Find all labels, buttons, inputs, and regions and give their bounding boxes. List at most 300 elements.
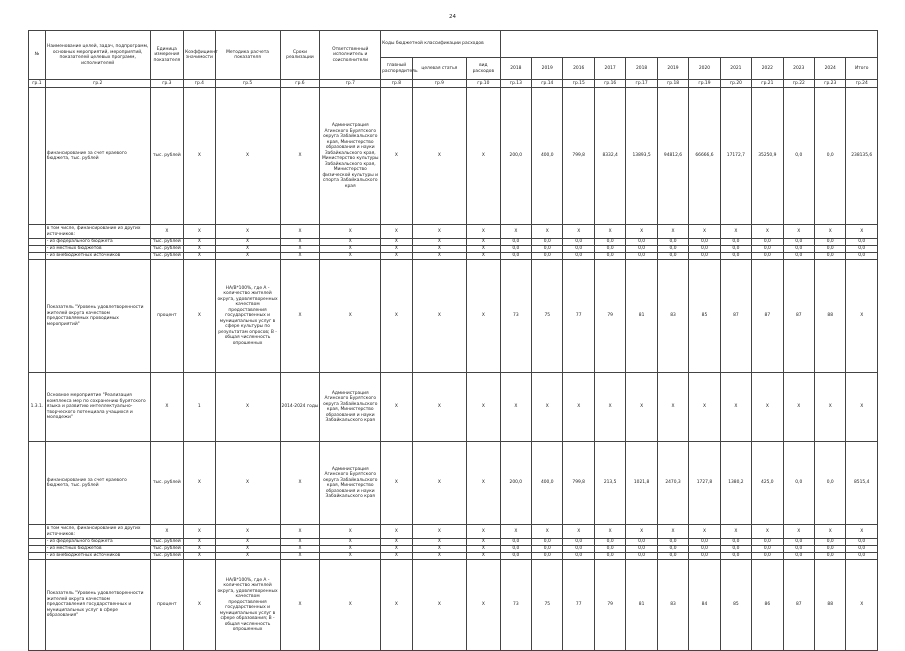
table-cell: Х	[412, 442, 467, 525]
table-cell: Х	[467, 525, 501, 539]
header-year: 2016	[563, 58, 594, 80]
table-cell	[29, 553, 46, 560]
table-cell: 0,0	[752, 546, 783, 553]
table-cell: 425,0	[752, 442, 783, 525]
table-cell: 77	[563, 260, 594, 373]
table-cell: 0,0	[689, 553, 720, 560]
table-cell: Х	[689, 373, 720, 442]
table-cell: Х	[412, 260, 467, 373]
table-row	[29, 246, 878, 253]
table-cell: Х	[626, 373, 657, 442]
table-cell: Х	[467, 539, 501, 546]
table-cell: Х	[846, 225, 878, 239]
table-cell: 0,0	[657, 246, 688, 253]
table-cell: Х	[412, 553, 467, 560]
table-cell: 0,0	[626, 546, 657, 553]
table-cell: 75	[532, 560, 563, 651]
table-cell: 0,0	[720, 253, 751, 260]
table-cell: Х	[500, 225, 531, 239]
table-cell: Х	[280, 225, 320, 239]
table-cell: 0,0	[500, 253, 531, 260]
header-resp: Ответственный исполнитель и соисполнители	[320, 31, 381, 80]
table-cell: 400,0	[532, 442, 563, 525]
table-cell: 0,0	[752, 239, 783, 246]
table-cell: Х	[412, 525, 467, 539]
table-cell: Х	[689, 225, 720, 239]
table-cell: 8515,4	[846, 442, 878, 525]
table-cell: Х	[215, 253, 280, 260]
table-cell: 83	[657, 560, 688, 651]
column-number-cell: гр.14	[532, 80, 563, 88]
table-cell: Х	[412, 539, 467, 546]
table-cell: Х	[381, 253, 412, 260]
table-cell: Х	[720, 525, 751, 539]
header-num: №	[29, 31, 46, 80]
table-cell: Основное мероприятие "Реализация комплекса мер по сохранению бурятского языка и развитию интеллектуально-творческого потенциала учащихся и молодежи"	[45, 373, 150, 442]
table-cell: Х	[320, 225, 381, 239]
table-cell: Х	[594, 373, 625, 442]
table-cell: Х	[184, 525, 215, 539]
header-year: 2018	[626, 58, 657, 80]
header-unit: Единица измерения показателя	[150, 31, 184, 80]
table-cell: 0,0	[783, 546, 814, 553]
table-cell: 0,0	[532, 253, 563, 260]
table-cell: 0,0	[626, 246, 657, 253]
header-term: Сроки реализации	[280, 31, 320, 80]
table-cell: Х	[320, 260, 381, 373]
table-cell: 1.3.1.	[29, 373, 46, 442]
table-cell: Х	[626, 225, 657, 239]
table-cell: Х	[752, 525, 783, 539]
table-cell: 0,0	[657, 546, 688, 553]
table-cell: в том числе, финансирование из других источников:	[45, 225, 150, 239]
table-cell: 0,0	[752, 246, 783, 253]
table-cell: 1380,2	[720, 442, 751, 525]
table-cell: Администрация Агинского Бурятского округа Забайкальского края, Министерство образования и науки Забайкальского края, Министерство культуры Забайкальского края, Министерство физической культуры и спорта Забайкальского края	[320, 88, 381, 225]
header-coef: Коэффициент значимости	[184, 31, 215, 80]
table-cell: Х	[412, 373, 467, 442]
table-cell: Х	[720, 373, 751, 442]
table-cell: Х	[563, 525, 594, 539]
table-cell: 0,0	[783, 253, 814, 260]
table-cell: 79	[594, 560, 625, 651]
table-cell: 0,0	[657, 539, 688, 546]
table-cell: 0,0	[563, 539, 594, 546]
table-cell: 0,0	[846, 253, 878, 260]
table-cell: Х	[532, 525, 563, 539]
table-cell: Х	[184, 539, 215, 546]
table-cell: Х	[280, 260, 320, 373]
table-cell: Х	[150, 373, 184, 442]
table-cell: 0,0	[846, 539, 878, 546]
table-cell: Х	[381, 260, 412, 373]
table-cell: 1	[184, 373, 215, 442]
table-cell: Х	[280, 539, 320, 546]
table-cell: 0,0	[846, 246, 878, 253]
table-cell: 73	[500, 260, 531, 373]
column-number-cell: гр.10	[467, 80, 501, 88]
table-cell: Показатель "Уровень удовлетворенности жителей округа качеством предоставляемых проводимых мероприятий"	[45, 260, 150, 373]
table-cell: 0,0	[657, 239, 688, 246]
table-cell: 213,5	[594, 442, 625, 525]
column-number-cell: гр.8	[381, 80, 412, 88]
table-cell: 0,0	[783, 442, 814, 525]
table-cell: 35250,9	[752, 88, 783, 225]
table-cell: Х	[184, 246, 215, 253]
table-cell	[29, 442, 46, 525]
header-method: Методика расчета показателя	[215, 31, 280, 80]
table-cell: Х	[783, 225, 814, 239]
table-cell: Х	[381, 539, 412, 546]
table-cell: 0,0	[846, 553, 878, 560]
table-cell: 0,0	[594, 539, 625, 546]
table-cell: Х	[215, 246, 280, 253]
header-year: 2019	[657, 58, 688, 80]
table-cell: финансирование за счет краевого бюджета, тыс. рублей	[45, 88, 150, 225]
table-cell: 200,0	[500, 442, 531, 525]
table-cell: Х	[184, 253, 215, 260]
table-cell: 0,0	[500, 546, 531, 553]
table-cell: Х	[280, 442, 320, 525]
table-cell: Х	[467, 225, 501, 239]
table-cell: Х	[381, 225, 412, 239]
table-cell: 0,0	[846, 546, 878, 553]
table-cell: Х	[467, 253, 501, 260]
table-cell: Х	[280, 560, 320, 651]
table-cell: Х	[657, 525, 688, 539]
table-cell: Х	[381, 442, 412, 525]
table-cell: Х	[215, 525, 280, 539]
column-number-cell: гр.15	[563, 80, 594, 88]
column-number-cell: гр.6	[280, 80, 320, 88]
table-cell: тыс. рублей	[150, 553, 184, 560]
table-cell: 200,0	[500, 88, 531, 225]
table-cell: НА/В*100%, где А - количество жителей округа, удовлетворенных качеством предоставления государственных и муниципальных услуг в сфере культуры по результатам опросов; В - общая численность опрошенных	[215, 260, 280, 373]
table-cell: - из местных бюджетов	[45, 246, 150, 253]
table-cell: Х	[280, 239, 320, 246]
table-cell: 0,0	[814, 246, 845, 253]
column-number-cell: гр.19	[689, 80, 720, 88]
table-cell: 0,0	[814, 88, 845, 225]
table-cell: Х	[846, 560, 878, 651]
column-number-cell: гр.24	[846, 80, 878, 88]
table-cell: 13893,5	[626, 88, 657, 225]
table-cell: тыс. рублей	[150, 539, 184, 546]
table-cell: Х	[215, 225, 280, 239]
table-cell: 85	[689, 260, 720, 373]
page-number: 24	[449, 14, 456, 20]
table-cell	[29, 525, 46, 539]
column-number-cell: гр.9	[412, 80, 467, 88]
table-cell: 0,0	[720, 553, 751, 560]
table-cell: в том числе, финансирование из других источников:	[45, 525, 150, 539]
table-cell: Х	[215, 88, 280, 225]
table-cell: 2470,3	[657, 442, 688, 525]
table-cell: 85	[720, 560, 751, 651]
table-cell: Х	[381, 239, 412, 246]
table-cell: Х	[720, 225, 751, 239]
table-cell: 0,0	[500, 246, 531, 253]
table-cell: 0,0	[563, 253, 594, 260]
table-cell: 0,0	[752, 553, 783, 560]
table-cell: Х	[381, 525, 412, 539]
table-cell: 75	[532, 260, 563, 373]
table-cell: Х	[280, 88, 320, 225]
table-cell: 0,0	[563, 239, 594, 246]
table-cell: Х	[412, 253, 467, 260]
table-cell: 0,0	[689, 246, 720, 253]
table-cell: 0,0	[720, 539, 751, 546]
table-cell: Х	[280, 253, 320, 260]
table-cell: Х	[657, 225, 688, 239]
table-cell: Х	[594, 525, 625, 539]
column-number-cell: гр.23	[814, 80, 845, 88]
table-cell: - из внебюджетных источников	[45, 253, 150, 260]
table-cell: 0,0	[814, 539, 845, 546]
column-number-cell: гр.16	[594, 80, 625, 88]
table-cell: Х	[689, 525, 720, 539]
table-cell: 66666,6	[689, 88, 720, 225]
table-cell: 0,0	[594, 553, 625, 560]
column-number-cell: гр.3	[150, 80, 184, 88]
table-cell: Х	[752, 225, 783, 239]
table-cell: Х	[467, 373, 501, 442]
column-number-cell: гр.5	[215, 80, 280, 88]
table-cell: Х	[657, 373, 688, 442]
table-cell: Х	[467, 246, 501, 253]
table-cell: - из внебюджетных источников	[45, 553, 150, 560]
header-budget: Коды бюджетной классификации расходов	[381, 31, 500, 58]
table-cell: 94812,6	[657, 88, 688, 225]
table-cell: Х	[381, 88, 412, 225]
table-row	[29, 225, 878, 239]
table-cell: 0,0	[657, 553, 688, 560]
table-cell: Показатель "Уровень удовлетворенности жителей округа качеством предоставления государственных и муниципальных услуг в сфере образования"	[45, 560, 150, 651]
table-cell: Х	[563, 373, 594, 442]
table-cell: 79	[594, 260, 625, 373]
header-year: 2017	[594, 58, 625, 80]
table-row	[29, 88, 878, 225]
table-row	[29, 546, 878, 553]
table-cell: 86	[752, 560, 783, 651]
table-cell: Х	[381, 560, 412, 651]
table-cell: Х	[467, 546, 501, 553]
table-cell: 0,0	[720, 246, 751, 253]
table-cell: Х	[846, 260, 878, 373]
table-cell: Х	[215, 373, 280, 442]
table-row	[29, 525, 878, 539]
table-cell: 88	[814, 260, 845, 373]
table-cell: Х	[320, 560, 381, 651]
table-body	[29, 88, 878, 651]
table-cell: Администрация Агинского Бурятского округа Забайкальского края, Министерство образования и науки Забайкальского края	[320, 442, 381, 525]
column-numbers-row	[29, 80, 878, 88]
header-total: Итого	[846, 58, 878, 80]
table-cell: 0,0	[626, 539, 657, 546]
table-cell: Х	[500, 373, 531, 442]
table-cell: 87	[783, 260, 814, 373]
table-cell: Х	[184, 239, 215, 246]
table-cell: Х	[594, 225, 625, 239]
table-cell: Х	[280, 553, 320, 560]
table-cell	[29, 546, 46, 553]
table-cell: 0,0	[783, 239, 814, 246]
table-cell	[29, 260, 46, 373]
table-cell: Х	[846, 525, 878, 539]
table-cell: Х	[532, 373, 563, 442]
table-cell: 0,0	[594, 246, 625, 253]
table-cell: Х	[381, 246, 412, 253]
table-cell: 8332,4	[594, 88, 625, 225]
table-cell: Х	[412, 560, 467, 651]
table-cell: Х	[320, 553, 381, 560]
table-cell: Х	[184, 553, 215, 560]
table-cell	[29, 253, 46, 260]
table-cell: тыс. рублей	[150, 239, 184, 246]
table-cell: Х	[846, 373, 878, 442]
table-cell: Х	[814, 225, 845, 239]
table-cell: Х	[280, 525, 320, 539]
header-item: целевая статья	[412, 58, 467, 80]
table-cell: 0,0	[563, 553, 594, 560]
table-cell: Х	[320, 239, 381, 246]
header-year: 2023	[783, 58, 814, 80]
table-cell: 73	[500, 560, 531, 651]
table-cell: 0,0	[626, 239, 657, 246]
table-cell: Х	[320, 246, 381, 253]
table-cell: 0,0	[783, 246, 814, 253]
table-cell: Х	[814, 373, 845, 442]
table-cell: Х	[412, 88, 467, 225]
table-cell: Х	[412, 246, 467, 253]
table-cell: Х	[215, 239, 280, 246]
table-cell: 0,0	[532, 539, 563, 546]
table-cell: 400,0	[532, 88, 563, 225]
table-cell: Х	[215, 539, 280, 546]
column-number-cell: гр.1	[29, 80, 46, 88]
table-cell: Х	[783, 373, 814, 442]
table-cell: Х	[184, 225, 215, 239]
budget-table	[28, 30, 878, 651]
table-cell: 0,0	[532, 246, 563, 253]
table-cell: Х	[215, 442, 280, 525]
table-row	[29, 539, 878, 546]
table-cell: 0,0	[657, 253, 688, 260]
table-cell: Х	[320, 546, 381, 553]
table-row	[29, 373, 878, 442]
table-cell: 0,0	[720, 239, 751, 246]
table-cell: 238135,6	[846, 88, 878, 225]
column-number-cell: гр.21	[752, 80, 783, 88]
table-cell: 799,8	[563, 442, 594, 525]
table-cell: тыс. рублей	[150, 253, 184, 260]
table-cell: - из федерального бюджета	[45, 239, 150, 246]
table-cell: 0,0	[814, 239, 845, 246]
table-cell: Х	[467, 88, 501, 225]
table-cell: Х	[467, 553, 501, 560]
table-cell: Х	[752, 373, 783, 442]
table-cell: Х	[467, 260, 501, 373]
table-cell: 1727,8	[689, 442, 720, 525]
table-cell: Х	[783, 525, 814, 539]
table-cell: Х	[381, 373, 412, 442]
table-cell: Х	[184, 88, 215, 225]
header-year: 2019	[532, 58, 563, 80]
table-cell: 0,0	[500, 539, 531, 546]
header-year: 2020	[689, 58, 720, 80]
table-cell: Х	[814, 525, 845, 539]
table-cell: 0,0	[814, 253, 845, 260]
table-cell: 81	[626, 560, 657, 651]
table-cell: Х	[280, 546, 320, 553]
table-cell: Х	[563, 225, 594, 239]
table-cell: 0,0	[532, 546, 563, 553]
table-cell: 0,0	[814, 442, 845, 525]
header-grbs: главный распорядитель	[381, 58, 412, 80]
table-row	[29, 260, 878, 373]
table-cell: тыс. рублей	[150, 246, 184, 253]
table-cell: 0,0	[563, 546, 594, 553]
table-cell: 0,0	[594, 239, 625, 246]
table-cell: Х	[412, 239, 467, 246]
table-cell: 1021,8	[626, 442, 657, 525]
table-cell: 0,0	[594, 546, 625, 553]
table-cell: Х	[320, 525, 381, 539]
table-cell: Х	[150, 225, 184, 239]
table-cell: 0,0	[532, 239, 563, 246]
table-cell: 0,0	[689, 239, 720, 246]
table-cell	[29, 246, 46, 253]
table-cell: Х	[320, 539, 381, 546]
header-year: 2021	[720, 58, 751, 80]
table-cell: тыс. рублей	[150, 546, 184, 553]
table-cell: Х	[467, 442, 501, 525]
column-number-cell: гр.13	[500, 80, 531, 88]
column-number-cell: гр.7	[320, 80, 381, 88]
table-cell: 0,0	[626, 253, 657, 260]
table-cell	[29, 225, 46, 239]
table-cell: - из федерального бюджета	[45, 539, 150, 546]
column-number-cell: гр.17	[626, 80, 657, 88]
table-cell: 0,0	[689, 253, 720, 260]
table-cell: Х	[381, 553, 412, 560]
table-header	[29, 31, 878, 88]
table-cell: 2014-2024 годы	[280, 373, 320, 442]
table-cell: процент	[150, 260, 184, 373]
table-row	[29, 553, 878, 560]
column-number-cell: гр.22	[783, 80, 814, 88]
table-cell: Х	[215, 553, 280, 560]
table-cell: Х	[467, 560, 501, 651]
table-cell: Х	[412, 546, 467, 553]
table-cell: 17172,7	[720, 88, 751, 225]
table-row	[29, 253, 878, 260]
header-year: 2022	[752, 58, 783, 80]
table-cell: 0,0	[814, 546, 845, 553]
table-cell: 0,0	[783, 553, 814, 560]
table-cell: 0,0	[532, 553, 563, 560]
table-cell: Х	[320, 253, 381, 260]
table-cell: Х	[184, 546, 215, 553]
header-year: 2024	[814, 58, 845, 80]
table-cell: 83	[657, 260, 688, 373]
table-cell: 0,0	[500, 553, 531, 560]
table-cell	[29, 88, 46, 225]
table-cell: 799,8	[563, 88, 594, 225]
table-cell: тыс. рублей	[150, 442, 184, 525]
table-cell: 87	[783, 560, 814, 651]
table-cell: Х	[467, 239, 501, 246]
